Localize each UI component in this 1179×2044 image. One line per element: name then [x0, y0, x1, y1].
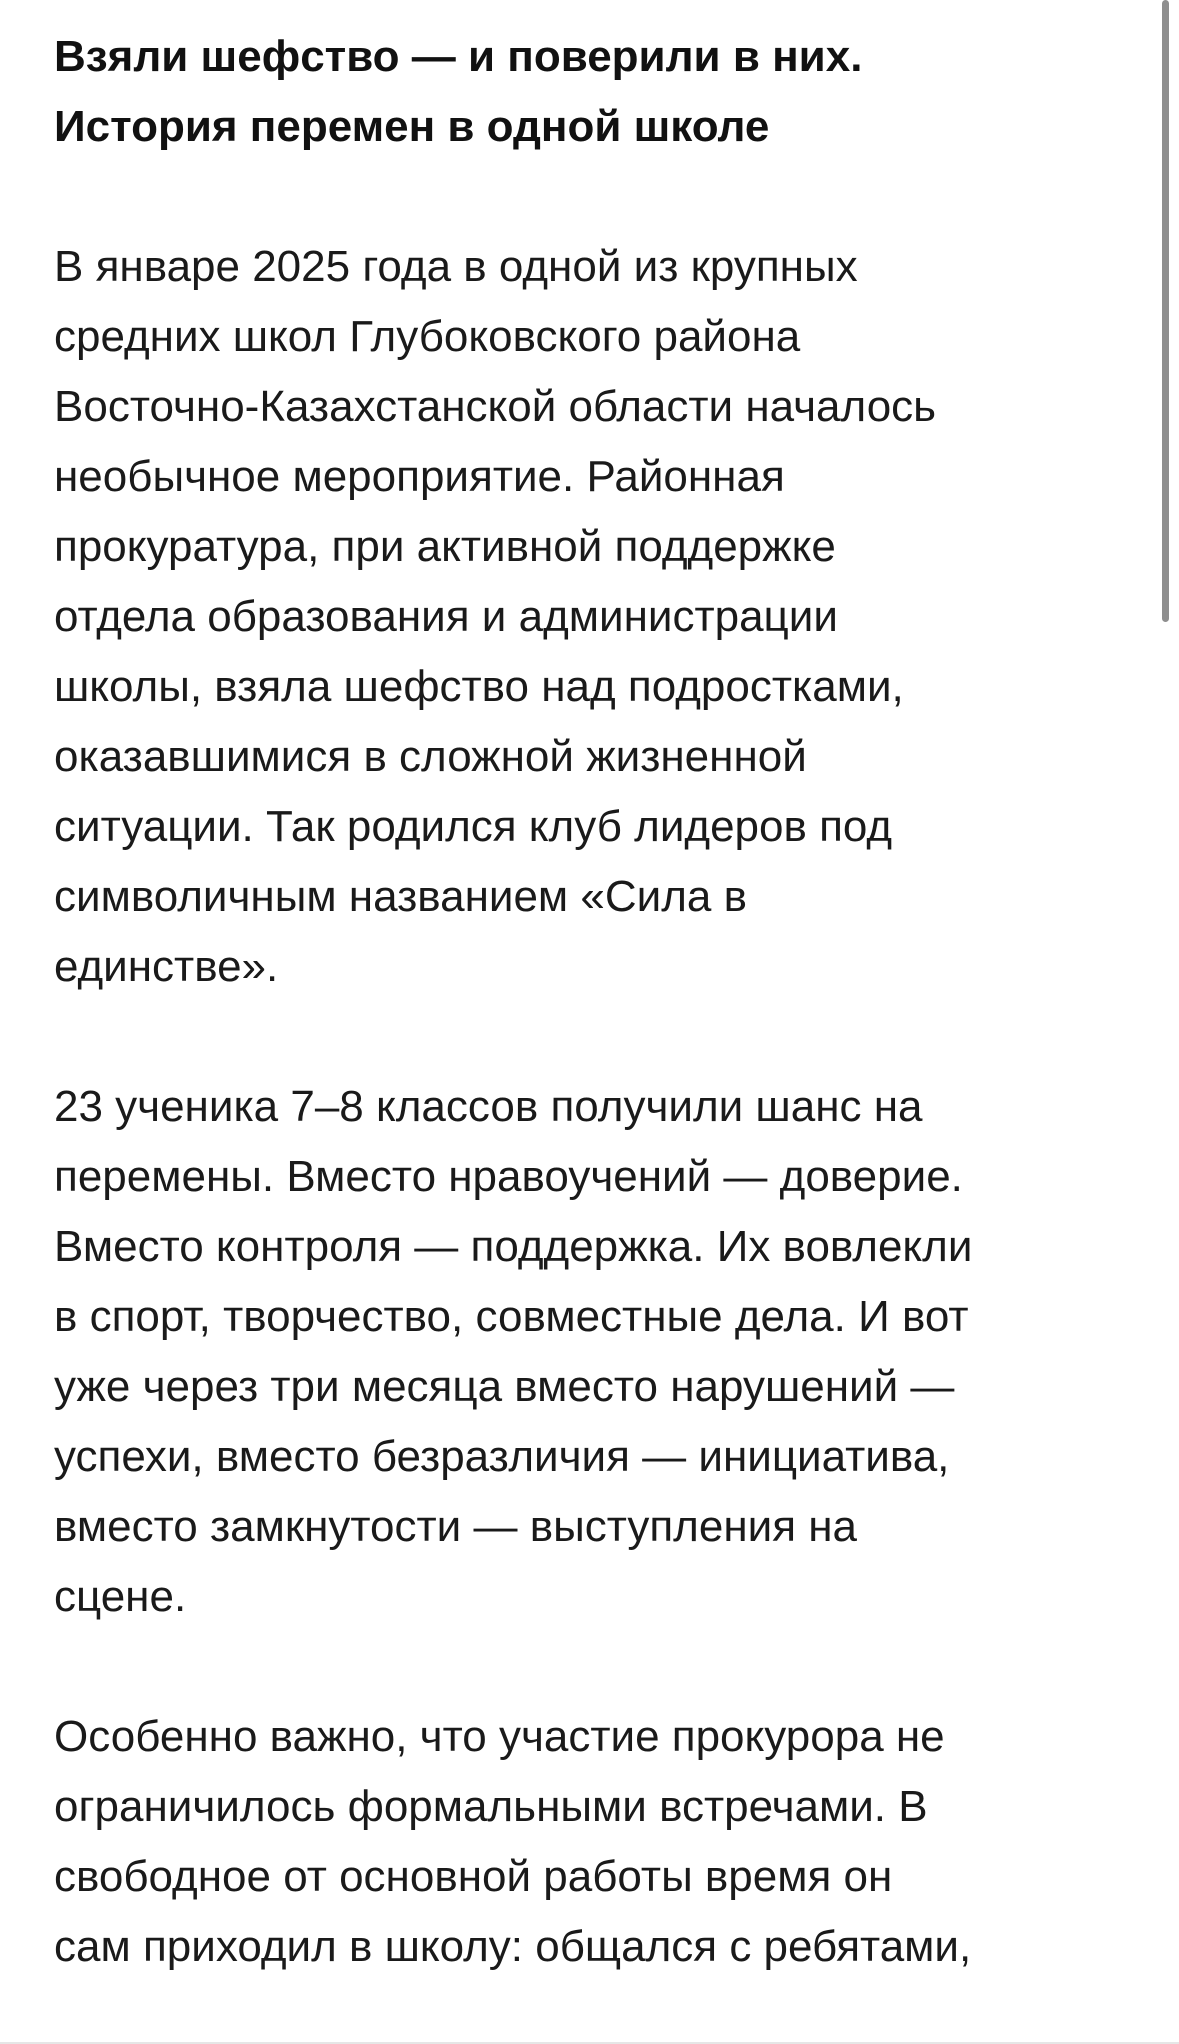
spacer: [54, 1632, 1134, 1702]
spacer: [54, 162, 1134, 232]
scrollbar[interactable]: [1162, 0, 1169, 622]
paragraph-3: Особенно важно, что участие прокурора не ограничилось формальными встречами. В свободное от основной работы время он сам приходил в школу: общался с ребятами,: [54, 1712, 972, 1971]
paragraph-2: 23 ученика 7–8 классов получили шанс на перемены. Вместо нравоучений — доверие. Вместо контроля — поддержка. Их вовлекли в спорт, творчество, совместные дела. И вот уже через три месяца вместо нарушений — успехи, вместо безразличия — инициатива, вместо замкнутости — выступления на сцене.: [54, 1082, 973, 1621]
spacer: [54, 1002, 1134, 1072]
article-title: Взяли шефство — и поверили в них. История перемен в одной школе: [54, 32, 863, 151]
paragraph-1: В январе 2025 года в одной из крупных средних школ Глубоковского района Восточно-Казахстанской области началось необычное мероприятие. Районная прокуратура, при активной поддержке отдела образования и администрации школы, взяла шефство над подростками, оказавшимися в сложной жизненной ситуации. Так родился клуб лидеров под символичным названием «Сила в единстве».: [54, 242, 937, 991]
article: [54, 22, 1134, 1982]
